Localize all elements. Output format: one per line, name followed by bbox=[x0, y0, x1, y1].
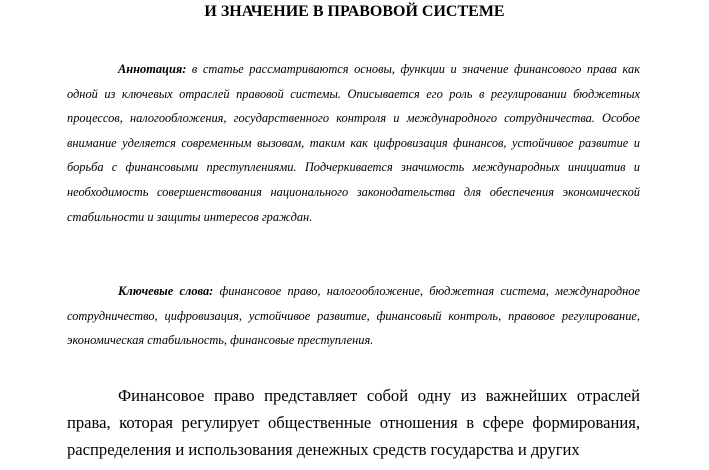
keywords-text: финансовое право, налогообложение, бюджетная система, международное сотрудничество, цифровизация, устойчивое развитие, финансовый контроль, правовое регулирование, экономическая стабильность, финансовые преступления. bbox=[67, 284, 640, 348]
annotation-paragraph bbox=[67, 57, 640, 229]
article-title: И ЗНАЧЕНИЕ В ПРАВОВОЙ СИСТЕМЕ bbox=[204, 3, 505, 20]
keywords-paragraph bbox=[67, 279, 640, 353]
annotation-label: Аннотация: bbox=[118, 62, 187, 76]
annotation-text: в статье рассматриваются основы, функции и значение финансового права как одной из ключевых отраслей правовой системы. Описывается его роль в регулировании бюджетных процессов, налогообложения, государственного контроля и международного сотрудничества. Особое внимание уделяется современным вызовам, таким как цифровизация финансов, устойчивое развитие и борьба с финансовыми преступлениями. Подчеркивается значимость международных инициатив и необходимость совершенствования национального законодательства для обеспечения экономической стабильности и защиты интересов граждан. bbox=[67, 62, 640, 224]
body-paragraph: Финансовое право представляет собой одну из важнейших отраслей права, которая регулирует общественные отношения в сфере формирования, распределения и использования денежных средств государства и других bbox=[67, 386, 640, 459]
keywords-label: Ключевые слова: bbox=[118, 284, 214, 298]
